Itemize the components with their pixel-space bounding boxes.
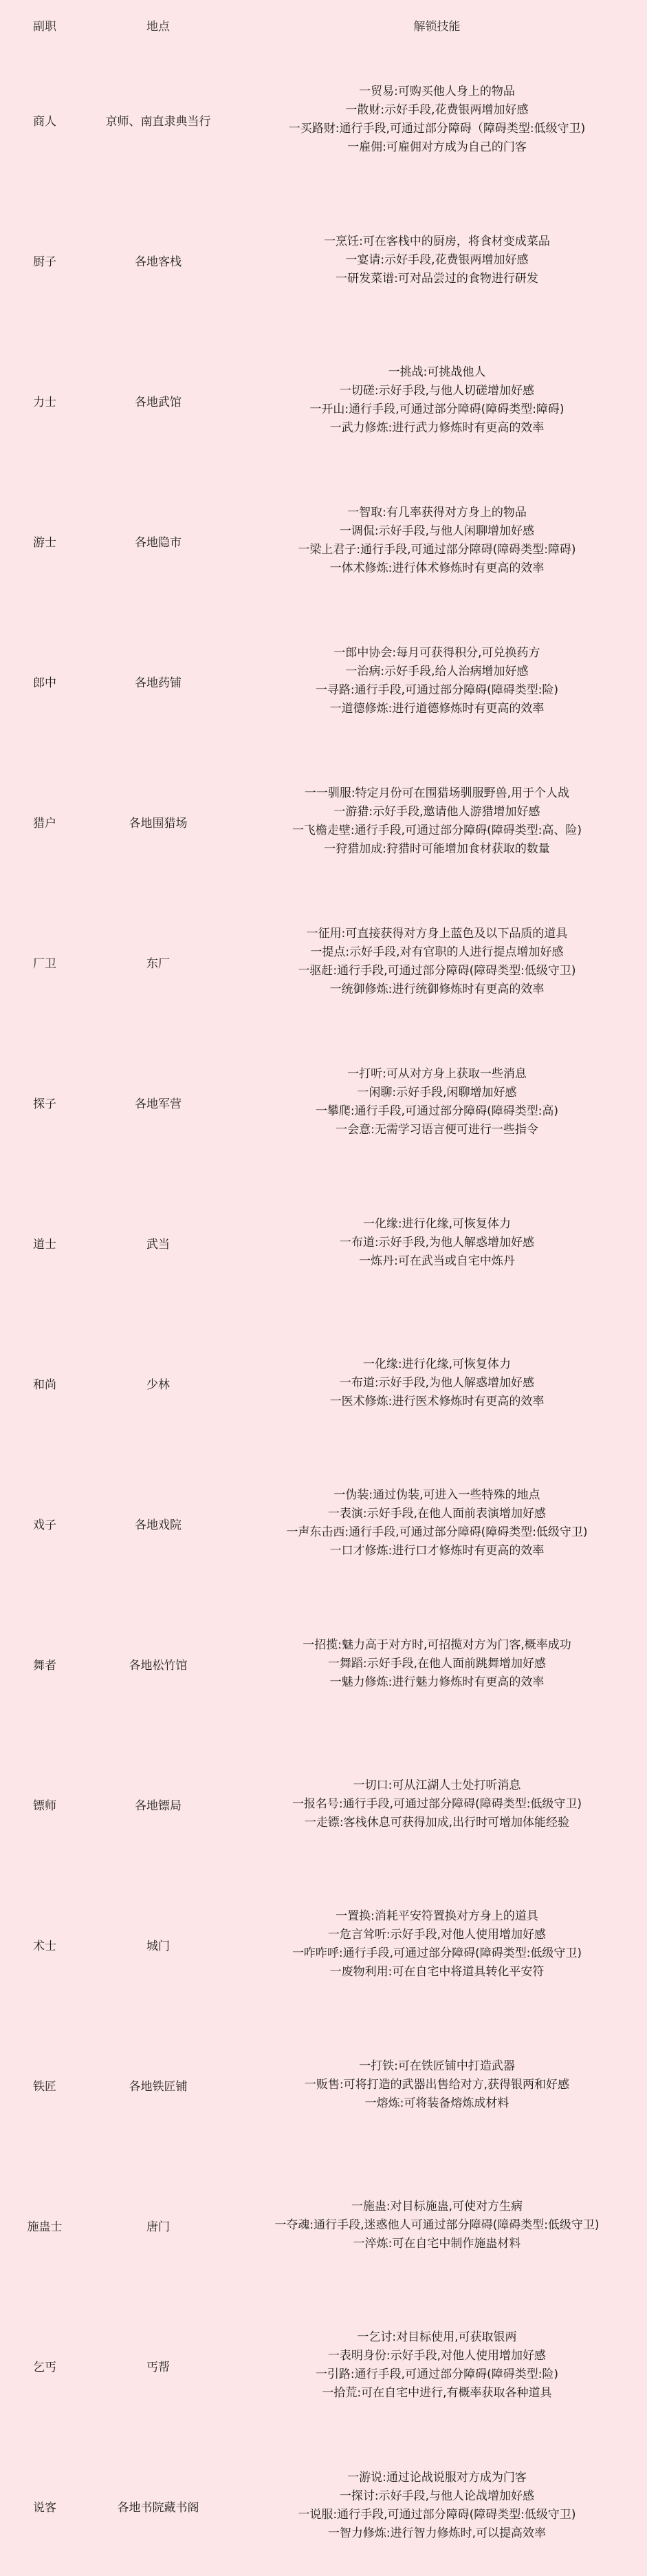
table-row: [0, 2155, 647, 2295]
skill-line: 一武力修炼:进行武力修炼时有更高的效率: [329, 421, 545, 435]
skills-cell: [227, 83, 647, 157]
table-row: [0, 2436, 647, 2576]
location-cell: 各地铁匠铺: [129, 2079, 188, 2094]
table-row: [0, 50, 647, 190]
location-cell: 各地围猎场: [129, 816, 188, 830]
skill-line: 一狩猎加成:狩猎时可能增加食材获取的数量: [324, 842, 550, 856]
skill-line: 一招揽:魅力高于对方时,可招揽对方为门客,概率成功: [303, 1638, 571, 1652]
skill-line: 一咋咋呼:通行手段,可通过部分障碍(障碍类型:低级守卫): [292, 1946, 582, 1960]
skill-line: 一挑战:可挑战他人: [388, 365, 486, 379]
skill-line: 一研发菜谱:可对品尝过的食物进行研发: [336, 271, 538, 286]
skill-line: 一治病:示好手段,给人治病增加好感: [345, 665, 529, 678]
table-row: [0, 1453, 647, 1593]
skill-line: 一布道:示好手段,为他人解惑增加好感: [339, 1235, 535, 1249]
location-cell: 武当: [146, 1237, 170, 1252]
skills-cell: [227, 1636, 647, 1692]
skills-cell: [227, 504, 647, 578]
skills-cell: [227, 2057, 647, 2113]
table-row: [0, 892, 647, 1032]
skill-line: 一切口:可从江湖人士处打听消息: [353, 1778, 521, 1792]
skill-line: 一引路:通行手段,可通过部分障碍(障碍类型:险): [315, 2368, 559, 2381]
skill-line: 一夺魂:通行手段,迷惑他人可通过部分障碍(障碍类型:低级守卫): [274, 2218, 600, 2232]
location-cell: 各地隐市: [135, 535, 182, 550]
skill-line: 一游猎:示好手段,邀请他人游猎增加好感: [333, 805, 540, 819]
job-cell: 术士: [33, 1939, 56, 1953]
skill-line: 一危言耸听:示好手段,对他人使用增加好感: [327, 1928, 547, 1942]
location-cell: 丐帮: [146, 2360, 170, 2374]
skill-line: 一调侃:示好手段,与他人闲聊增加好感: [339, 524, 535, 538]
job-cell: 力士: [33, 395, 56, 409]
skill-line: 一道德修炼:进行道德修炼时有更高的效率: [329, 702, 545, 716]
job-cell: 铁匠: [33, 2079, 56, 2094]
skill-line: 一闲聊:示好手段,闲聊增加好感: [357, 1086, 517, 1099]
location-cell: 各地松竹馆: [129, 1658, 188, 1673]
header-location: 地点: [146, 19, 170, 34]
job-cell: 道士: [33, 1237, 56, 1252]
skills-cell: [227, 1777, 647, 1832]
skill-line: 一炼丹:可在武当或自宅中炼丹: [359, 1254, 515, 1268]
skill-line: 一报名号:通行手段,可通过部分障碍(障碍类型:低级守卫): [292, 1796, 582, 1811]
skill-line: 一医术修炼:进行医术修炼时有更高的效率: [329, 1394, 545, 1408]
skill-line: 一宴请:示好手段,花费银两增加好感: [345, 253, 529, 267]
job-cell: 镖师: [33, 1799, 56, 1813]
skill-line: 一拾荒:可在自宅中进行,有概率获取各种道具: [322, 2386, 552, 2400]
skills-cell: [227, 363, 647, 438]
header-skills: 解锁技能: [413, 19, 461, 34]
table-row: [0, 471, 647, 611]
job-cell: 商人: [33, 114, 56, 129]
skill-line: 一表演:示好手段,在他人面前表演增加好感: [327, 1507, 547, 1521]
location-cell: 各地客栈: [135, 255, 182, 269]
skill-line: 一打铁:可在铁匠铺中打造武器: [359, 2059, 515, 2073]
location-cell: 各地药铺: [135, 676, 182, 690]
location-cell: 东厂: [146, 956, 170, 971]
skill-line: 一施蛊:对目标施蛊,可使对方生病: [351, 2199, 523, 2213]
job-cell: 郎中: [33, 676, 56, 690]
skill-line: 一打听:可从对方身上获取一些消息: [347, 1067, 527, 1081]
skill-line: 一探讨:示好手段,与他人论战增加好感: [339, 2489, 535, 2503]
job-cell: 舞者: [33, 1658, 56, 1673]
skill-line: 一智取:有几率获得对方身上的物品: [347, 506, 527, 519]
job-cell: 说客: [33, 2500, 56, 2515]
location-cell: 少林: [146, 1377, 170, 1392]
skill-line: 一化缘:进行化缘,可恢复体力: [362, 1216, 512, 1231]
skill-line: 一伪装:通过伪装,可进入一些特殊的地点: [333, 1488, 540, 1502]
skill-line: 一化缘:进行化缘,可恢复体力: [362, 1357, 512, 1371]
skill-line: 一雇佣:可雇佣对方成为自己的门客: [347, 140, 527, 154]
location-cell: 城门: [146, 1939, 170, 1953]
location-cell: 各地镖局: [135, 1799, 182, 1813]
skill-line: 一飞檐走壁:通行手段,可通过部分障碍(障碍类型:高、险): [292, 824, 582, 837]
job-cell: 游士: [33, 535, 56, 550]
skills-cell: [227, 1486, 647, 1560]
skills-cell: [227, 2198, 647, 2253]
table-row: [0, 1734, 647, 1874]
skill-line: 一体术修炼:进行体术修炼时有更高的效率: [329, 561, 545, 575]
location-cell: 各地军营: [135, 1097, 182, 1111]
skill-line: 一说服:通行手段,可通过部分障碍(障碍类型:低级守卫): [298, 2508, 576, 2522]
skill-line: 一攀爬:通行手段,可通过部分障碍(障碍类型:高): [315, 1104, 559, 1118]
skill-line: 一乞讨:对目标使用,可获取银两: [357, 2330, 517, 2344]
skill-line: 一贩售:可将打造的武器出售给对方,获得银两和好感: [304, 2077, 570, 2092]
location-cell: 唐门: [146, 2220, 170, 2234]
skill-line: 一淬炼:可在自宅中制作施蛊材料: [353, 2236, 521, 2251]
table-row: [0, 2015, 647, 2155]
skill-line: 一一驯服:特定月份可在围猎场驯服野兽,用于个人战: [304, 786, 570, 800]
table-row: [0, 1874, 647, 2015]
skill-line: 一走镖:客栈休息可获得加成,出行时可增加体能经验: [304, 1815, 570, 1829]
table-row: [0, 190, 647, 330]
job-cell: 探子: [33, 1097, 56, 1111]
skills-cell: [227, 2469, 647, 2543]
skills-cell: [227, 2328, 647, 2403]
skill-line: 一提点:示好手段,对有官职的人进行提点增加好感: [310, 945, 564, 959]
location-cell: 各地武馆: [135, 395, 182, 409]
skill-line: 一烹饪:可在客栈中的厨房，将食材变成菜品: [324, 234, 550, 248]
skill-line: 一驱赶:通行手段,可通过部分障碍(障碍类型:低级守卫): [298, 964, 576, 978]
job-cell: 和尚: [33, 1377, 56, 1392]
location-cell: 各地戏院: [135, 1518, 182, 1532]
skill-line: 一会意:无需学习语言便可进行一些指令: [336, 1123, 538, 1137]
skill-line: 一表明身份:示好手段,对他人使用增加好感: [327, 2349, 547, 2363]
table-row: [0, 2295, 647, 2436]
table-body: [0, 50, 647, 2576]
job-cell: 厂卫: [33, 956, 56, 971]
skill-line: 一口才修炼:进行口才修炼时有更高的效率: [329, 1544, 545, 1558]
skill-line: 一开山:通行手段,可通过部分障碍(障碍类型:障碍): [309, 402, 564, 416]
table-header: [0, 0, 647, 50]
skill-line: 一游说:通过论战说服对方成为门客: [347, 2471, 527, 2484]
skill-line: 一置换:消耗平安符置换对方身上的道具: [336, 1909, 538, 1923]
skills-cell: [227, 644, 647, 718]
header-job: 副职: [33, 19, 56, 34]
skills-cell: [227, 1215, 647, 1271]
skill-line: 一寻路:通行手段,可通过部分障碍(障碍类型:险): [315, 683, 559, 697]
skill-line: 一智力修炼:进行智力修炼时,可以提高效率: [327, 2526, 547, 2540]
job-cell: 施蛊士: [27, 2220, 63, 2234]
table-row: [0, 1172, 647, 1313]
table-row: [0, 611, 647, 751]
skill-line: 一声东击西:通行手段,可通过部分障碍(障碍类型:低级守卫): [286, 1525, 588, 1539]
job-cell: 乞丐: [33, 2360, 56, 2374]
table-row: [0, 1032, 647, 1172]
table-row: [0, 330, 647, 471]
skill-line: 一统御修炼:进行统御修炼时有更高的效率: [329, 983, 545, 996]
skill-line: 一散财:示好手段,花费银两增加好感: [345, 103, 529, 117]
skills-cell: [227, 1065, 647, 1139]
job-cell: 戏子: [33, 1518, 56, 1532]
job-cell: 猎户: [33, 816, 56, 830]
skills-cell: [227, 233, 647, 288]
skill-line: 一魅力修炼:进行魅力修炼时有更高的效率: [329, 1675, 545, 1689]
skill-line: 一梁上君子:通行手段,可通过部分障碍(障碍类型:障碍): [298, 543, 576, 557]
table-row: [0, 1593, 647, 1734]
skills-cell: [227, 925, 647, 999]
skills-cell: [227, 1355, 647, 1411]
location-cell: 各地书院藏书阁: [117, 2500, 199, 2515]
table-row: [0, 1313, 647, 1453]
job-cell: 厨子: [33, 255, 56, 269]
skill-line: 一征用:可直接获得对方身上蓝色及以下品质的道具: [306, 927, 568, 941]
skill-line: 一切磋:示好手段,与他人切磋增加好感: [339, 384, 535, 398]
skill-line: 一贸易:可购买他人身上的物品: [359, 85, 515, 98]
table-row: [0, 751, 647, 892]
skill-line: 一舞蹈:示好手段,在他人面前跳舞增加好感: [327, 1656, 547, 1671]
skills-cell: [227, 784, 647, 859]
skills-cell: [227, 1907, 647, 1982]
skill-line: 一废物利用:可在自宅中将道具转化平安符: [329, 1965, 545, 1979]
skill-line: 一买路财:通行手段,可通过部分障碍（障碍类型:低级守卫): [288, 122, 586, 136]
skill-line: 一布道:示好手段,为他人解惑增加好感: [339, 1375, 535, 1390]
skill-line: 一郎中协会:每月可获得积分,可兑换药方: [333, 646, 540, 660]
skill-line: 一熔炼:可将装备熔炼成材料: [364, 2096, 509, 2110]
location-cell: 京师、南直隶典当行: [105, 114, 211, 129]
